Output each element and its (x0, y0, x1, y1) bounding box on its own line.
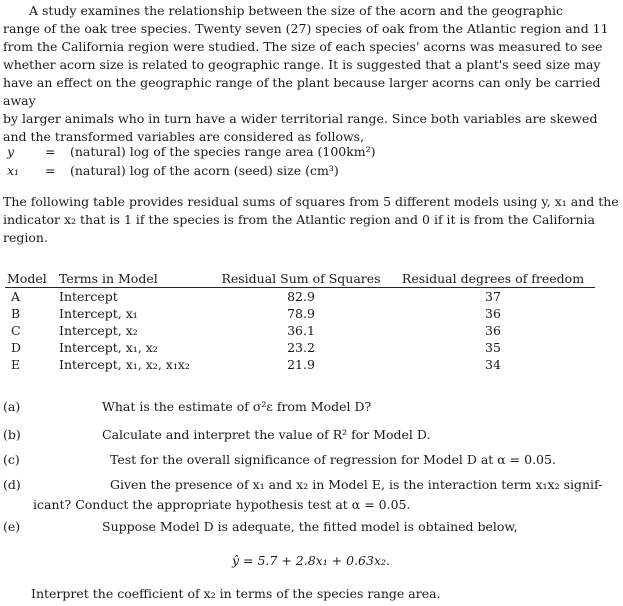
intro-line: have an effect on the geographic range of the plant because larger acorns can only be carried away (3, 75, 601, 108)
variable-definitions (3, 142, 376, 180)
table-row: A Intercept 82.9 37 (11, 289, 501, 304)
table-row: C Intercept, x₂ 36.1 36 (11, 323, 501, 338)
definition-y: y = (natural) log of the species range area (100km²) (7, 144, 376, 159)
table-row: B Intercept, x₁ 78.9 36 (11, 306, 501, 321)
table-row: E Intercept, x₁, x₂, x₁x₂ 21.9 34 (11, 357, 501, 372)
header-df: Residual degrees of freedom (391, 270, 595, 288)
intro-line: from the California region were studied. The size of each species' acorns was measured to see (3, 39, 603, 54)
header-rss: Residual Sum of Squares (211, 270, 391, 288)
intro-line: by larger animals who in turn have a wider territorial range. Since both variables are skewed (3, 111, 598, 126)
question-e-followup: Interpret the coefficient of x₂ in terms of the species range area. (31, 586, 441, 601)
table-intro-paragraph: The following table provides residual sums of squares from 5 different models using y, x₁ and the indicator x₂ that is 1 if the species is from the Atlantic region and 0 if it is from the California region. (3, 194, 619, 245)
intro-line: A study examines the relationship between the size of the acorn and the geographic (29, 3, 564, 18)
definition-x1: x₁ = (natural) log of the acorn (seed) size (cm³) (7, 163, 339, 178)
intro-line: whether acorn size is related to geographic range. It is suggested that a plant's seed size may (3, 57, 601, 72)
models-table (5, 270, 595, 373)
document-page: A study examines the relationship between the size of the acorn and the geographic range of the oak tree species. Twenty seven (27) species of oak from the Atlantic region and 11 from the California region were studied. The size of each species' acorns was measured to see whether acorn size is related to geographic range. It is suggested that a plant's seed size may have an effect on the geographic range of the plant because larger acorns can only be carried away by larger animals who in turn have a wider territorial range. Since both variables are skewed and the transformed variables are considered as follows, y = (natural) log of the species range area (100km²) x₁ = (natural) log of the acorn (seed) size (cm³) The following table provides residual sums of squares from 5 different models using y, x₁ and the indicator x₂ that is 1 if the species is from the Atlantic region and 0 if it is from the California region. Model Terms in Model Residual Sum of Squares Residual degrees of freedom A Intercept 82.9 37 B Intercept, x₁ 78.9 36 C Intercept, x₂ 36.1 36 D Intercept, x₁, x₂ 23.2 35 E Intercept, x₁, x₂, x₁x₂ 21.9 34 (a) What is the estimate of σ²ε from Model D? (b) Calculate and interpret the value of R² for Model D. (c) Test for the overall significance of regression for Model D at α = 0.05. (d) Given the presence of x₁ and x₂ in Model E, is the interaction term x₁x₂ signif- icant? Conduct the appropriate hypothesis test at α = 0.05. (e) Suppose Model D is adequate, the fitted model is obtained below, ŷ = 5.7 + 2.8x₁ + 0.63x₂. Interpret the coefficient of x₂ in terms of the species range area. (3, 3, 619, 601)
intro-paragraph (3, 2, 619, 146)
intro-line: and the transformed variables are considered as follows, (3, 129, 365, 144)
header-model: Model (5, 270, 57, 288)
header-terms: Terms in Model (57, 270, 211, 288)
intro-line: range of the oak tree species. Twenty seven (27) species of oak from the Atlantic region and 11 (3, 21, 609, 36)
table-header-row (5, 270, 595, 288)
table-row: D Intercept, x₁, x₂ 23.2 35 (11, 340, 501, 355)
fitted-equation: ŷ = 5.7 + 2.8x₁ + 0.63x₂. (231, 553, 390, 568)
